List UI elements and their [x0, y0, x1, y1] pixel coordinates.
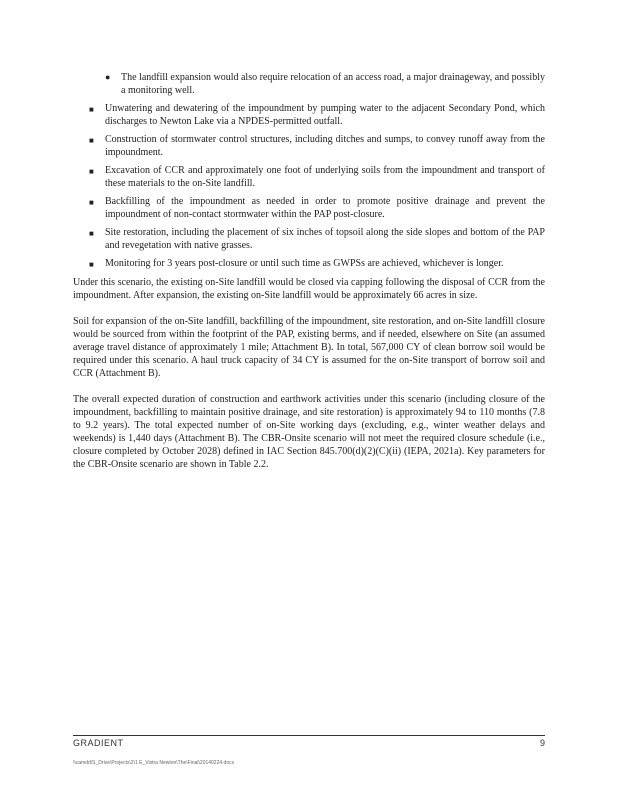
page-number: 9	[539, 738, 545, 748]
bullet-square-icon: ■	[89, 198, 94, 207]
bullet-square-icon: ■	[89, 229, 94, 238]
footer-brand-logo: GRADIENT	[73, 738, 124, 748]
bullet-item	[89, 164, 545, 190]
bullet-text: The landfill expansion would also require relocation of an access road, a major drainageway, and possibly a monitoring well.	[121, 72, 545, 96]
bullet-item	[89, 226, 545, 252]
bullet-item	[89, 257, 545, 271]
bullet-dot-icon: ●	[105, 72, 111, 82]
bullet-square-icon: ■	[89, 105, 94, 114]
bullet-text: Backfilling of the impoundment as needed in order to promote positive drainage and prevent the impoundment of non-contact stormwater within the PAP post-closure.	[105, 196, 545, 220]
paragraph-duration: The overall expected duration of construction and earthwork activities under this scenario (including closure of the impoundment, backfilling to maintain positive drainage, and site restoration) is approximately 94 to 110 months (7.8 to 9.2 years). The total expected number of on-Site working days (excluding, e.g., winter weather delays and weekends) is 1,440 days (Attachment B). The CBR-Onsite scenario will not meet the required closure schedule (i.e., closure completed by October 2028) defined in IAC Section 845.700(d)(2)(C)(ii) (IEPA, 2021a). Key parameters for the CBR-Onsite scenario are shown in Table 2.2.	[73, 394, 545, 470]
bullet-item	[89, 133, 545, 159]
bullet-square-icon: ■	[89, 136, 94, 145]
footer-divider	[73, 735, 545, 736]
bullet-text: Monitoring for 3 years post-closure or until such time as GWPSs are achieved, whichever is longer.	[105, 258, 504, 269]
bullet-text: Site restoration, including the placement of six inches of topsoil along the side slopes and bottom of the PAP and revegetation with native grasses.	[105, 227, 545, 251]
bullet-text: Unwatering and dewatering of the impoundment by pumping water to the adjacent Secondary Pond, which discharges to Newton Lake via a NPDES-permitted outfall.	[105, 103, 545, 127]
bullet-square-icon: ■	[89, 167, 94, 176]
bullet-item	[89, 195, 545, 221]
bullet-square-icon: ■	[89, 260, 94, 269]
paragraph-landfill-closure: Under this scenario, the existing on-Site landfill would be closed via capping following the disposal of CCR from the impoundment. After expansion, the existing on-Site landfill would be approximately 66 acres in size.	[73, 277, 545, 301]
bullet-text: Construction of stormwater control structures, including ditches and sumps, to convey runoff away from the impoundment.	[105, 134, 545, 158]
bullet-text: Excavation of CCR and approximately one foot of underlying soils from the impoundment and transport of these materials to the on-Site landfill.	[105, 165, 545, 189]
page-body	[73, 71, 545, 484]
bullet-item	[89, 102, 545, 128]
paragraph-borrow-soil: Soil for expansion of the on-Site landfill, backfilling of the impoundment, site restoration, and on-Site landfill closure would be sourced from within the footprint of the PAP, existing berms, and if needed, elsewhere on Site (an assumed average travel distance of approximately 1 mile; Attachment B). In total, 567,000 CY of clean borrow soil would be required under this scenario. A haul truck capacity of 34 CY is assumed for the on-Site transport of borrow soil and CCR (Attachment B).	[73, 316, 545, 379]
footer-file-path: \\camdd\S_Drive\Projects\2\1 E_Vistra Newton\The\Final\20140224.docx	[73, 760, 235, 766]
sub-bullet-item	[105, 71, 545, 97]
